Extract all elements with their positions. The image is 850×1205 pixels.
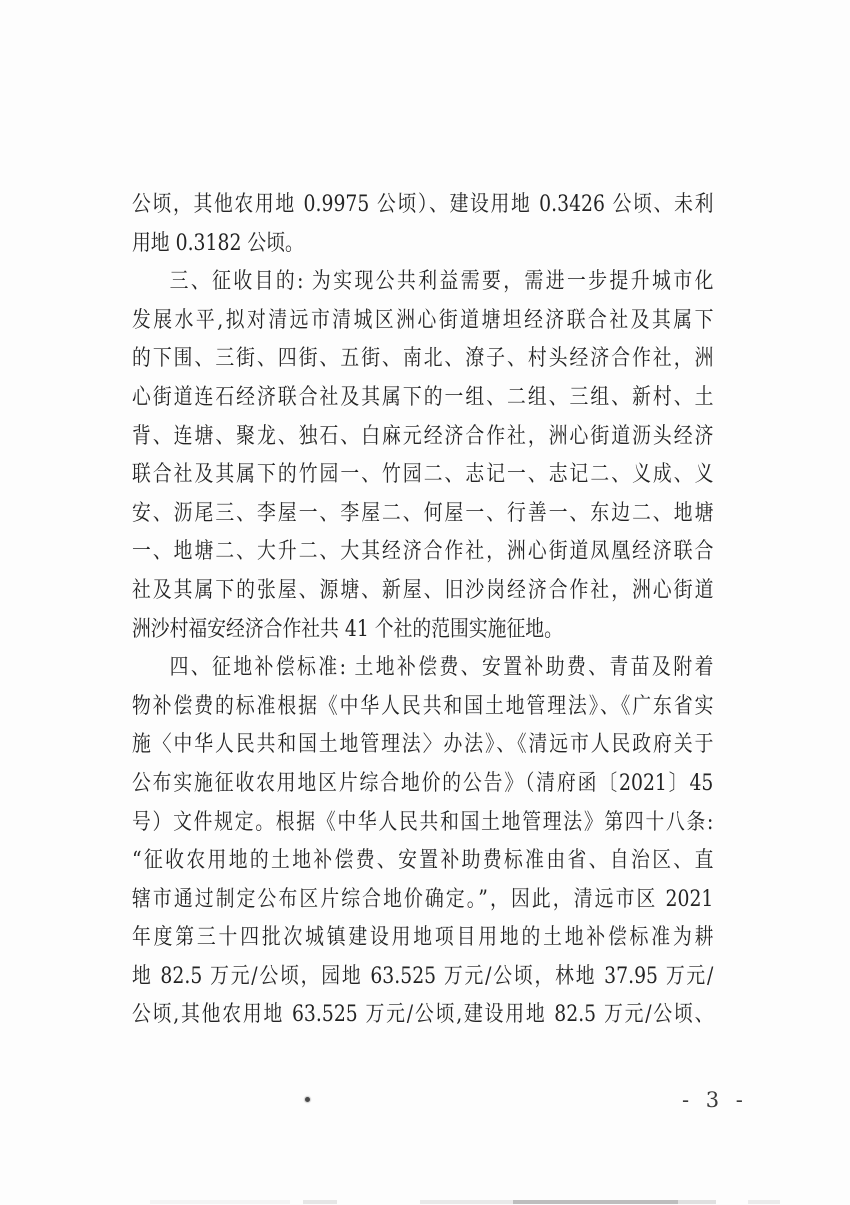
scan-noise-segment — [748, 1200, 780, 1204]
scan-noise-segment — [513, 1200, 678, 1204]
text-line: 施〈中华人民共和国土地管理法〉办法》、《清远市人民政府关于 — [132, 732, 714, 758]
text-line: 物补偿费的标准根据《中华人民共和国土地管理法》、《广东省实 — [132, 693, 714, 719]
page-number: - 3 - — [682, 1088, 748, 1112]
text-line: 安、沥尾三、李屋一、李屋二、何屋一、行善一、东边二、地塘 — [132, 500, 714, 526]
text-line: 的下围、三街、四街、五街、南北、潦子、村头经济合作社，洲 — [132, 346, 714, 372]
scan-noise-segment — [150, 1200, 290, 1204]
scan-noise-segment — [678, 1200, 716, 1204]
text-line: 号）文件规定。根据《中华人民共和国土地管理法》第四十八条: — [132, 809, 714, 835]
text-line: 社及其属下的张屋、源塘、新屋、旧沙岗经济合作社，洲心街道 — [132, 577, 714, 603]
text-line: 洲沙村福安经济合作社共 41 个社的范围实施征地。 — [132, 616, 563, 642]
text-line: 四、征地补偿标准: 土地补偿费、安置补助费、青苗及附着 — [169, 655, 714, 681]
text-line: 公布实施征收农用地区片综合地价的公告》（清府函〔2021〕45 — [132, 770, 714, 796]
text-line: 一、地塘二、大升二、大其经济合作社，洲心街道凤凰经济联合 — [132, 539, 714, 565]
text-line: 三、征收目的: 为实现公共利益需要，需进一步提升城市化 — [169, 269, 714, 295]
text-line: “征收农用地的土地补偿费、安置补助费标准由省、自治区、直 — [132, 848, 714, 874]
text-line: 心街道连石经济联合社及其属下的一组、二组、三组、新村、土 — [132, 384, 714, 410]
text-line: 年度第三十四批次城镇建设用地项目用地的土地补偿标准为耕 — [132, 925, 714, 951]
text-line: 联合社及其属下的竹园一、竹园二、志记一、志记二、义成、义 — [132, 462, 714, 488]
body-text-block — [132, 186, 713, 1035]
text-line: 辖市通过制定公布区片综合地价确定。”，因此，清远市区 2021 — [132, 886, 714, 912]
scan-noise-segment — [420, 1200, 515, 1204]
text-line: 用地 0.3182 公顷。 — [132, 230, 304, 256]
ink-dot-artifact — [305, 1097, 310, 1102]
text-line: 发展水平,拟对清远市清城区洲心街道塘坦经济联合社及其属下 — [132, 307, 714, 333]
text-line: 公顷，其他农用地 0.9975 公顷）、建设用地 0.3426 公顷、未利 — [132, 192, 714, 217]
text-line: 地 82.5 万元/公顷，园地 63.525 万元/公顷，林地 37.95 万元/ — [132, 963, 714, 989]
text-line: 公顷,其他农用地 63.525 万元/公顷,建设用地 82.5 万元/公顷、 — [132, 1002, 714, 1028]
scan-noise-strip — [0, 1198, 850, 1205]
scan-noise-segment — [303, 1200, 337, 1204]
text-line: 背、连塘、聚龙、独石、白麻元经济合作社，洲心街道沥头经济 — [132, 423, 714, 449]
